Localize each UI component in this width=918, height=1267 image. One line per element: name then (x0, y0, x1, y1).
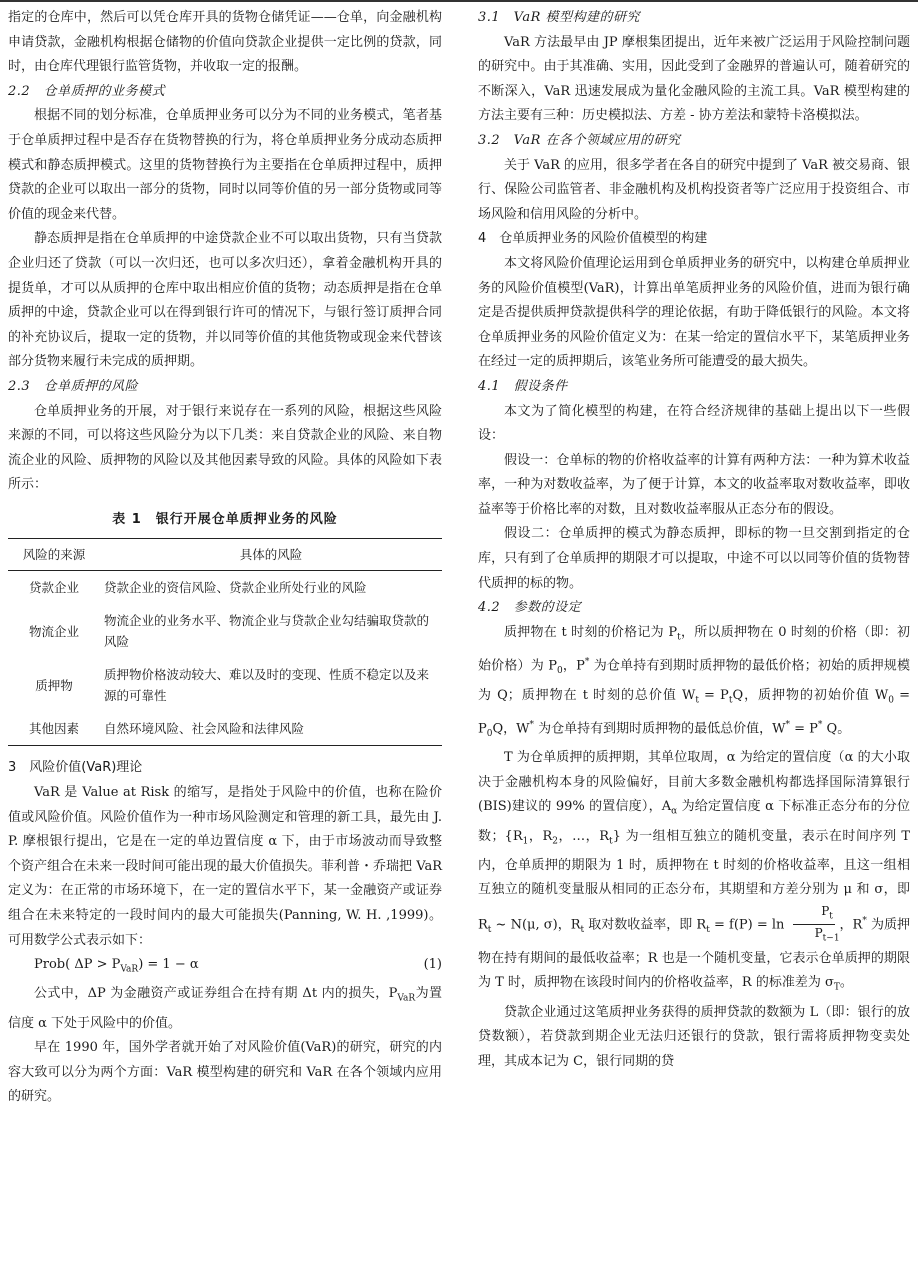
paragraph: 假设一：仓单标的物的价格收益率的计算有两种方法：一种为算术收益率，一种为对数收益率，为了便于计算，本文的收益率取对数收益率，即收益率等于价格比率的对数，且对数收益率服从正态分布的假设。 (478, 452, 910, 517)
table-cell-risk: 物流企业的业务水平、物流企业与贷款企业勾结骗取贷款的风险 (104, 613, 430, 650)
table-header-risk: 具体的风险 (239, 547, 303, 563)
table-row (8, 658, 442, 712)
risk-table (8, 538, 442, 746)
paragraph: 早在 1990 年，国外学者就开始了对风险价值(VaR)的研究，研究的内容大致可以分为两个方面：VaR 模型构建的研究和 VaR 在各个领域内应用的研究。 (8, 1040, 442, 1105)
section-heading-3-1: 3.1 VaR 模型构建的研究 (478, 10, 641, 25)
paragraph: 假设二：仓单质押的模式为静态质押，即标的物一旦交割到指定的仓库，只有到了仓单质押的期限才可以提取，中途不可以以同等价值的货物替代质押的标的物。 (478, 526, 910, 591)
table-row (8, 604, 442, 658)
table-row (8, 571, 442, 605)
left-column (8, 6, 442, 1110)
paragraph: 静态质押是指在仓单质押的中途贷款企业不可以取出货物，只有当贷款企业归还了贷款（可以一次归还，也可以多次归还），拿着金融机构开具的提货单，才可以从质押的仓库中取出相应价值的货物；动态质押是指在仓单质押的中途，贷款企业可以在得到银行许可的情况下，与银行签订质押合同的补充协议后，提取一定的货物，并以同等价值的其他货物或现金来代替该部分货物来履行未完成的质押期。 (8, 231, 442, 370)
table-header-source: 风险的来源 (22, 547, 86, 563)
paragraph: 贷款企业通过这笔质押业务获得的质押贷款的数额为 L（即：银行的放贷数额），若贷款到期企业无法归还银行的贷款，银行需将质押物变卖处理，其成本记为 C，银行同期的贷 (478, 1004, 910, 1069)
table-cell-source: 质押物 (35, 677, 73, 693)
section-heading-2-3: 2.3 仓单质押的风险 (8, 378, 139, 394)
section-heading-4-2: 4.2 参数的设定 (478, 600, 582, 616)
paragraph: 根据不同的划分标准，仓单质押业务可以分为不同的业务模式，笔者基于仓单质押过程中是否存在货物替换的行为，将仓单质押业务分成动态质押模式和静态质押模式。这里的货物替换行为主要指在仓单质押过程中，质押贷款的企业可以取出一部分的货物，同时以同等价值的另一部分货物或同等价值的现金来代替。 (8, 108, 442, 222)
paragraph: T 为仓单质押的质押期，其单位取周，α 为给定的置信度（α 的大小取决于金融机构本身的风险偏好，目前大多数金融机构都选择国际清算银行(BIS)建议的 99% 的置信度），$A_\alpha$ 为给定置信度 α 下标准正态分布的分位数；{$R_1$，$R_2$，…，$R_t$} 为一组相互独立的随机变量，表示在时间序列 T 内，仓单质押的期限为 1 时，质押物在 t 时刻的价格收益率，且这一组相互独立的随机变量服从相同的正态分布，其期望和方差分别为 μ 和 σ，即 $R_t$ ~ N(μ, σ)，$R_t$ 取对数收益率，即 $R_t = f(P) = \ln$ $\frac{P_t}{P_{t-1}}$ ，R* 为质押物在持有期间的最低收益率；R 也是一个随机变量，它表示仓单质押的期限为 T 时，质押物在该段时间内的价格收益率，R 的标准差为 $\sigma_T$。 (478, 750, 910, 993)
fraction-pt-over-pt-1: $\frac{P_t}{P_{t-1}}$ (789, 903, 840, 947)
right-column (478, 6, 910, 1074)
section-heading-3: 3 风险价值(VaR)理论 (8, 760, 143, 776)
paragraph: 公式中，ΔP 为金融资产或证券组合在持有期 Δt 内的损失，$P_{VaR}$为置信度 α 下处于风险中的价值。 (8, 986, 442, 1031)
table-caption: 表 1 银行开展仓单质押业务的风险 (112, 511, 338, 527)
table-cell-risk: 自然环境风险、社会风险和法律风险 (104, 721, 305, 737)
paragraph: 关于 VaR 的应用，很多学者在各自的研究中提到了 VaR 被交易商、银行、保险公司监管者、非金融机构及机构投资者等广泛应用于投资组合、市场风险和信用风险的分析中。 (478, 157, 910, 222)
page-top-rule (0, 0, 918, 2)
equation-1 (8, 953, 442, 982)
paragraph: 本文将风险价值理论运用到仓单质押业务的研究中，以构建仓单质押业务的风险价值模型(VaR)，计算出单笔质押业务的风险价值，进而为银行确定是否提供质押贷款提供科学的理论依据，有助于降低银行的风险。本文将仓单质押业务的风险价值定义为：在某一给定的置信水平下，某笔质押业务在经过一定的质押期后，该笔业务所可能遭受的最大损失。 (478, 255, 910, 370)
paragraph: 指定的仓库中，然后可以凭仓库开具的货物仓储凭证——仓单，向金融机构申请贷款，金融机构根据仓储物的价值向贷款企业提供一定比例的贷款，同时，由仓库代理银行监管货物，并收取一定的报酬。 (8, 10, 442, 75)
equation-body: Prob( $\Delta P > P_{VaR}) = 1 - \alpha$ (34, 957, 199, 975)
section-heading-4-1: 4.1 假设条件 (478, 378, 568, 394)
table-cell-source: 贷款企业 (28, 580, 79, 596)
paragraph: 仓单质押业务的开展，对于银行来说存在一系列的风险，根据这些风险来源的不同，可以将这些风险分为以下几类：来自贷款企业的风险、来自物流企业的风险、质押物的风险以及其他因素导致的风险。具体的风险如下表所示： (8, 403, 442, 493)
table-header-row (8, 539, 442, 571)
table-cell-risk: 质押物价格波动较大、难以及时的变现、性质不稳定以及来源的可靠性 (104, 667, 430, 704)
section-heading-2-2: 2.2 仓单质押的业务模式 (8, 83, 166, 99)
table-cell-source: 物流企业 (28, 623, 79, 639)
table-cell-source: 其他因素 (28, 721, 79, 737)
table-cell-risk: 贷款企业的资信风险、贷款企业所处行业的风险 (104, 580, 367, 596)
paragraph: 质押物在 t 时刻的价格记为 $P_t$，所以质押物在 0 时刻的价格（即：初始价格）为 $P_0$，P* 为仓单持有到期时质押物的最低价格；初始的质押规模为 Q；质押物在 t 时刻的总价值 $W_t = P_tQ$，质押物的初始价值 $W_0 = P_0Q$，W* 为仓单持有到期时质押物的最低总价值，W* = P* Q。 (478, 624, 911, 739)
section-heading-3-2: 3.2 VaR 在各个领域应用的研究 (478, 132, 681, 148)
paragraph: VaR 方法最早由 JP 摩根集团提出，近年来被广泛运用于风险控制问题的研究中。由于其准确、实用，因此受到了金融界的普遍认可，随着研究的不断深入，VaR 迅速发展成为量化金融风险的主流工具。VaR 模型构建的方法主要有三种：历史模拟法、方差 - 协方差法和蒙特卡洛模拟法。 (478, 34, 910, 124)
paragraph: VaR 是 Value at Risk 的缩写，是指处于风险中的价值，也称在险价值或风险价值。风险价值作为一种市场风险测定和管理的新工具，最先由 J. P. 摩根银行提出，它是在一定的单边置信度 α 下，由于市场波动而导致整个资产组合在未来一段时间可能出现的最大价值损失。菲利普・乔瑞把 VaR 定义为：在正常的市场环境下，在一定的置信水平下，某一金融资产或证券组合在未来特定的一段时间内的最大可能损失(Panning, W. H. ,1999)。可用数学公式表示如下： (8, 785, 442, 948)
table-row (8, 712, 442, 746)
section-heading-4: 4 仓单质押业务的风险价值模型的构建 (478, 231, 708, 247)
equation-number: (1) (423, 957, 442, 973)
paragraph: 本文为了简化模型的构建，在符合经济规律的基础上提出以下一些假设： (478, 403, 910, 444)
